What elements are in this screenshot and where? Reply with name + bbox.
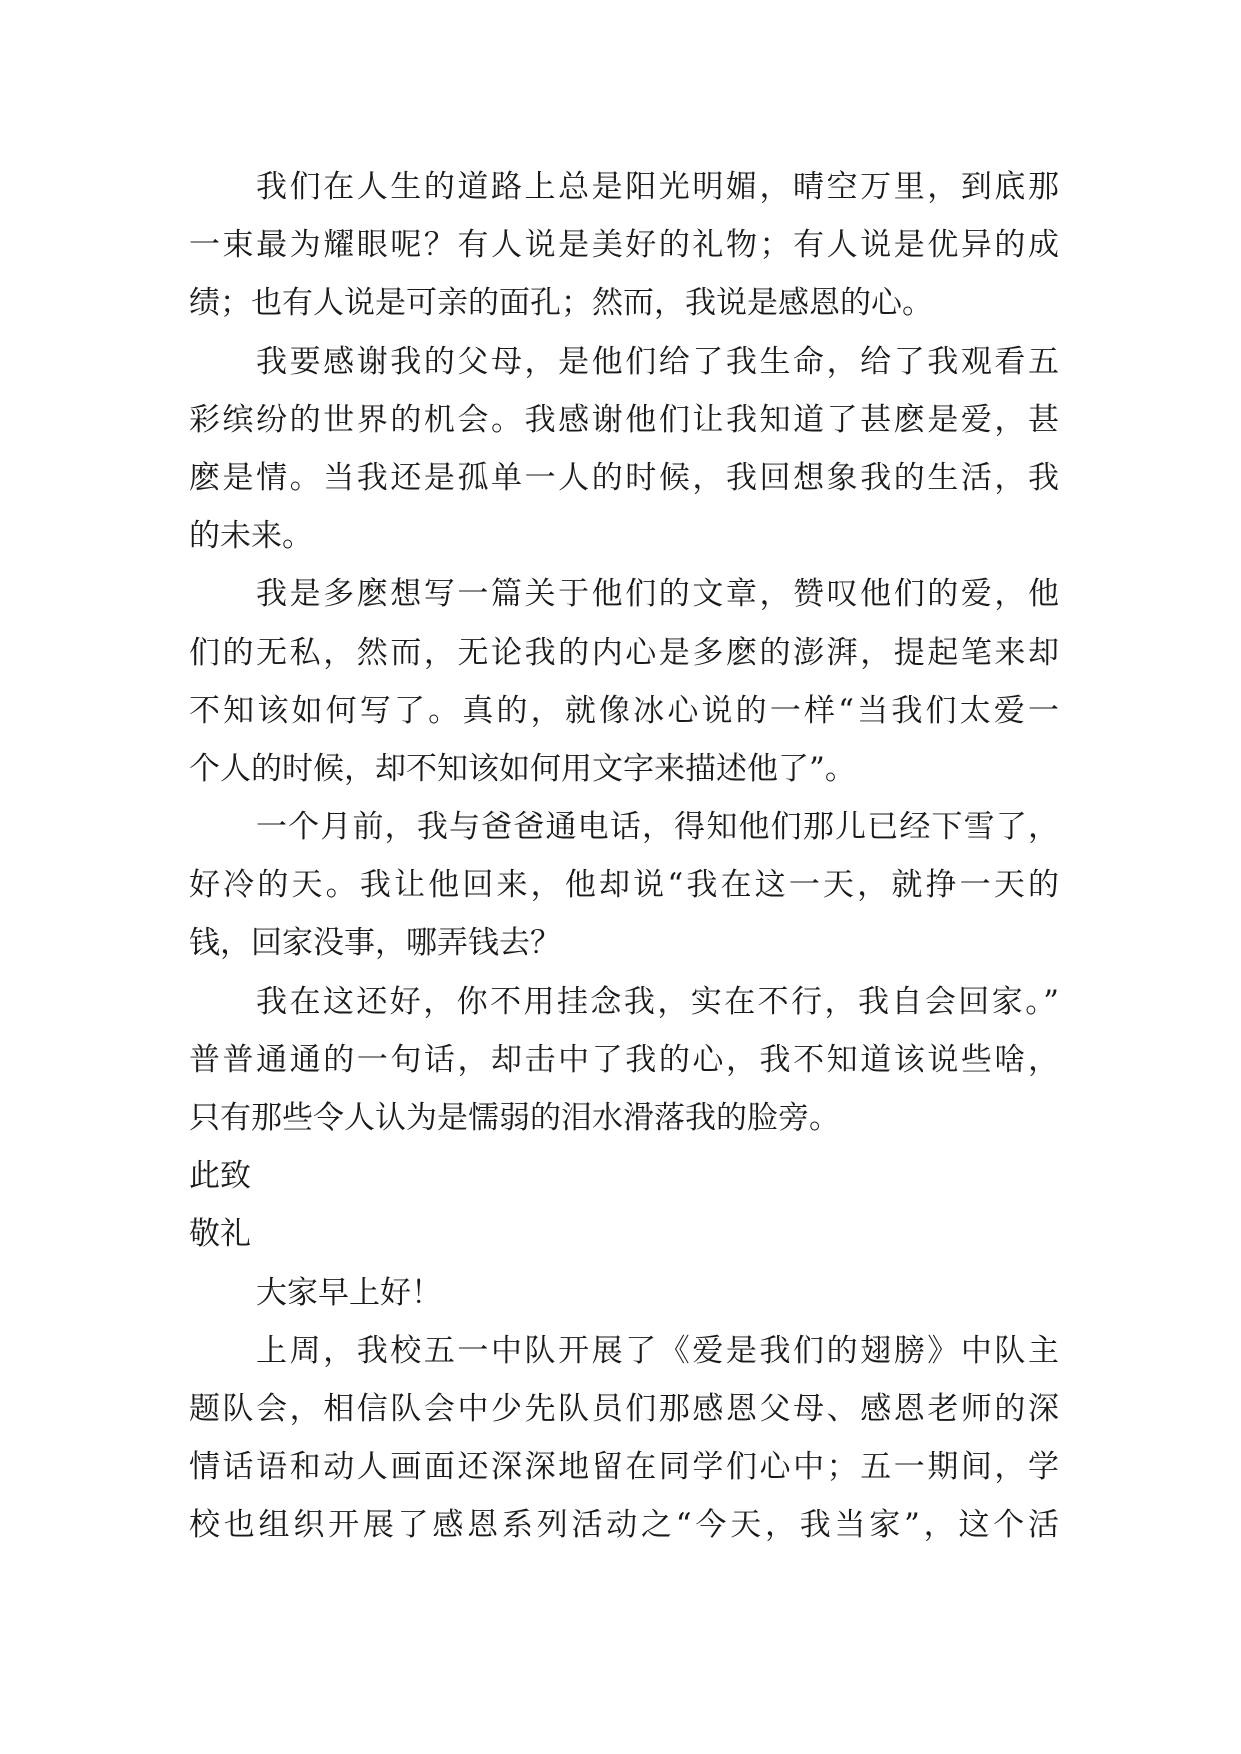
text-line: 我要感谢我的父母，是他们给了我生命，给了我观看五 xyxy=(256,343,1059,380)
text-line: 题队会，相信队会中少先队员们那感恩父母、感恩老师的深 xyxy=(189,1390,1059,1427)
text-line: 校也组织开展了感恩系列活动之“今天，我当家”，这个活 xyxy=(189,1507,1059,1544)
text-line: 麽是情。当我还是孤单一人的时候，我回想象我的生活，我 xyxy=(189,459,1059,496)
text-line: 彩缤纷的世界的机会。我感谢他们让我知道了甚麽是爱，甚 xyxy=(189,401,1059,438)
text-line: 们的无私，然而，无论我的内心是多麽的澎湃，提起笔来却 xyxy=(189,634,1059,671)
text-line: 钱，回家没事，哪弄钱去？ xyxy=(189,925,561,962)
text-line: 的未来。 xyxy=(189,518,313,555)
text-line: 绩；也有人说是可亲的面孔；然而，我说是感恩的心。 xyxy=(189,285,933,322)
text-line: 我在这还好，你不用挂念我，实在不行，我自会回家。” xyxy=(256,983,1059,1020)
text-line: 上周，我校五一中队开展了《爱是我们的翅膀》中队主 xyxy=(256,1332,1059,1369)
text-line: 敬礼 xyxy=(189,1216,251,1253)
text-line: 个人的时候，却不知该如何用文字来描述他了”。 xyxy=(189,750,856,787)
text-line: 情话语和动人画面还深深地留在同学们心中；五一期间，学 xyxy=(189,1449,1059,1486)
text-line: 好冷的天。我让他回来，他却说“我在这一天，就挣一天的 xyxy=(189,867,1059,904)
text-line: 此致 xyxy=(189,1158,251,1195)
text-line: 一束最为耀眼呢？有人说是美好的礼物；有人说是优异的成 xyxy=(189,227,1059,264)
document-body xyxy=(189,158,1059,1555)
text-line: 我们在人生的道路上总是阳光明媚，晴空万里，到底那 xyxy=(256,169,1059,205)
text-line: 普普通通的一句话，却击中了我的心，我不知道该说些啥， xyxy=(189,1041,1059,1078)
text-line: 不知该如何写了。真的，就像冰心说的一样“当我们太爱一 xyxy=(189,692,1059,729)
text-line: 大家早上好！ xyxy=(256,1274,442,1311)
text-line: 只有那些令人认为是懦弱的泪水滑落我的脸旁。 xyxy=(189,1100,840,1136)
text-line: 一个月前，我与爸爸通电话，得知他们那儿已经下雪了， xyxy=(256,809,1059,846)
text-line: 我是多麽想写一篇关于他们的文章，赞叹他们的爱，他 xyxy=(256,576,1059,613)
